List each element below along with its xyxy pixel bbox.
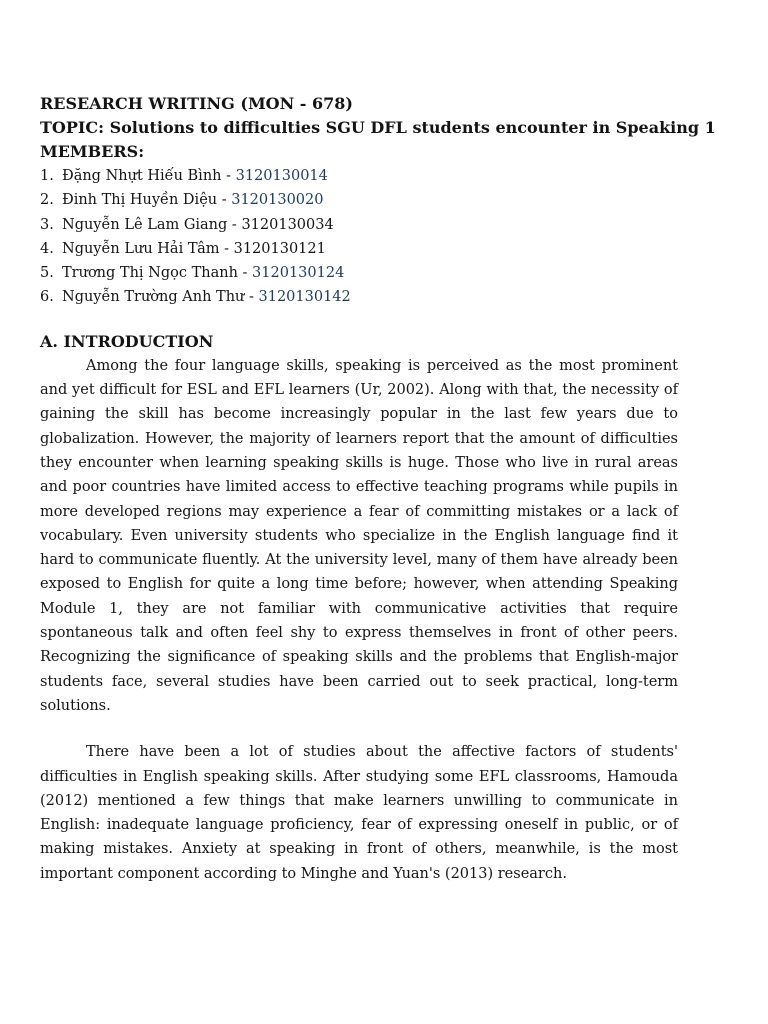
member-id: 3120130142 [258,289,351,306]
member-name: Nguyễn Lê Lam Giang - [62,216,242,233]
members-list [40,164,678,310]
member-number: 2. [40,192,54,209]
member-number: 5. [40,265,54,282]
member-id: 3120130124 [252,265,345,282]
member-item [40,285,678,309]
body-paragraph: There have been a lot of studies about the affective factors of students' difficulties in English speaking skills. After studying some EFL classrooms, Hamouda (2012) mentioned a few things that make learners unwilling to communicate in English: inadequate language proficiency, fear of expressing oneself in public, or of making mistakes. Anxiety at speaking in front of others, meanwhile, is the most important component according to Minghe and Yuan's (2013) research. [40,744,678,882]
topic-title: TOPIC: Solutions to difficulties SGU DFL students encounter in Speaking 1 [40,118,716,137]
member-number: 4. [40,240,54,257]
member-item [40,188,678,212]
member-number: 1. [40,168,54,184]
member-name: Nguyễn Lưu Hải Tâm - [62,240,234,257]
members-label: MEMBERS: [40,142,145,161]
document-page [40,92,716,886]
member-number: 6. [40,289,54,306]
member-id: 3120130034 [241,216,334,233]
member-item [40,213,678,237]
member-id: 3120130121 [233,240,326,257]
member-item [40,237,678,261]
body-paragraph: Among the four language skills, speaking is perceived as the most prominent and yet difficult for ESL and EFL learners (Ur, 2002). Along with that, the necessity of gaining the skill has become increasingly popular in the last few years due to globalization. However, the majority of learners report that the amount of difficulties they encounter when learning speaking skills is huge. Those who live in rural areas and poor countries have limited access to effective teaching programs while pupils in more developed regions may experience a fear of committing mistakes or a lack of vocabulary. Even university students who specialize in the English language find it hard to communicate fluently. At the university level, many of them have already been exposed to English for quite a long time before; however, when attending Speaking Module 1, they are not familiar with communicative activities that require spontaneous talk and often feel shy to express themselves in front of other peers. Recognizing the significance of speaking skills and the problems that English-major students face, several studies have been carried out to seek practical, long-term solutions. [40,357,678,714]
member-item [40,261,678,285]
course-title: RESEARCH WRITING (MON - 678) [40,94,353,113]
member-name: Trương Thị Ngọc Thanh - [62,265,253,282]
member-id: 3120130020 [231,192,324,209]
member-item [40,164,678,188]
member-id: 3120130014 [235,168,328,184]
member-number: 3. [40,216,54,233]
member-name: Nguyễn Trường Anh Thư - [62,289,259,306]
section-heading-introduction: A. INTRODUCTION [40,331,214,351]
member-name: Đinh Thị Huyền Diệu - [62,192,232,209]
member-name: Đặng Nhựt Hiếu Bình - [62,168,236,184]
